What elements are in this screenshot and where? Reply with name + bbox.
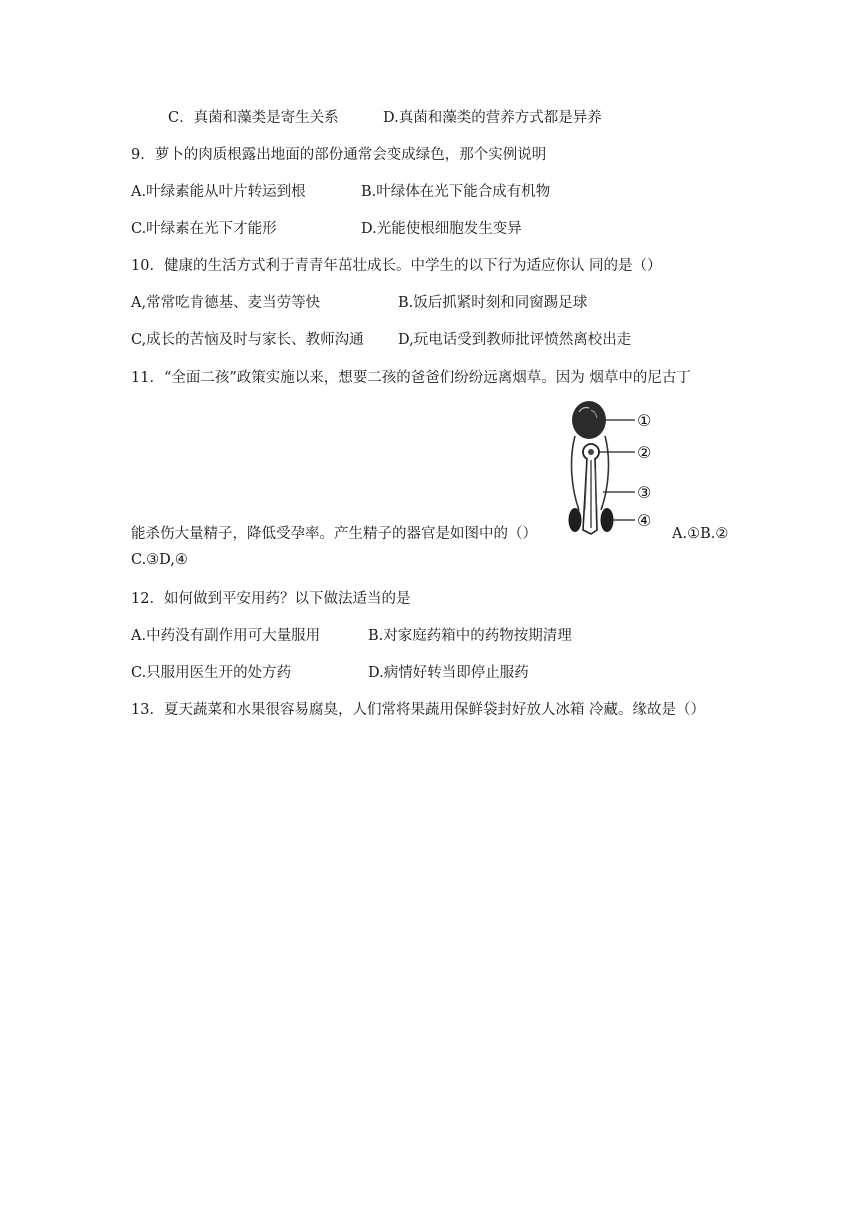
figure-label-2: ② [637,443,652,462]
q12-option-a: A.中药没有副作用可大量服用 [131,628,321,644]
q9-option-c: C.叶绿素在光下才能形 [131,221,277,237]
q9-option-b: B.叶绿体在光下能合成有机物 [361,184,551,200]
q11-stem-line1: 11．“全面二孩”政策实施以来，想要二孩的爸爸们纷纷远离烟草。因为 烟草中的尼古丁 [131,370,691,386]
q11-options-ab: A.①B.② [672,526,729,542]
q8-option-c: C．真菌和藻类是寄生关系 [168,110,339,126]
q9-stem: 9．萝卜的肉质根露出地面的部份通常会变成绿色，那个实例说明 [131,147,547,163]
q10-option-b: B.饭后抓紧时刻和同窗踢足球 [398,295,588,311]
figure-label-1: ① [637,411,652,430]
q11-stem-line2: 能杀伤大量精子，降低受孕率。产生精子的器官是如图中的（） [131,526,537,542]
q12-option-b: B.对家庭药箱中的药物按期清理 [368,628,572,644]
q10-option-a: A,常常吃肯德基、麦当劳等快 [131,295,321,311]
q8-option-d: D.真菌和藻类的营养方式都是异养 [383,110,602,126]
q9-option-d: D.光能使根细胞发生变异 [361,221,522,237]
q12-stem: 12．如何做到平安用药？以下做法适当的是 [131,591,411,607]
q10-option-c: C,成长的苦恼及时与家长、教师沟通 [131,332,364,348]
figure-label-3: ③ [637,483,652,502]
q12-option-c: C.只服用医生开的处方药 [131,665,292,681]
q9-option-a: A.叶绿素能从叶片转运到根 [131,184,306,200]
figure-label-4: ④ [637,511,652,530]
q10-stem: 10．健康的生活方式利于青青年茁壮成长。中学生的以下行为适应你认 同的是（） [131,258,662,274]
q12-option-d: D.病情好转当即停止服药 [368,665,529,681]
q11-options-cd: C.③D,④ [131,552,188,568]
reproductive-system-figure [565,398,665,540]
q10-option-d: D,玩电话受到教师批评愤然离校出走 [398,332,632,348]
q13-stem: 13．夏天蔬菜和水果很容易腐臭，人们常将果蔬用保鲜袋封好放人冰箱 冷藏。缘故是（） [131,702,706,718]
reproductive-system-diagram [565,398,665,540]
